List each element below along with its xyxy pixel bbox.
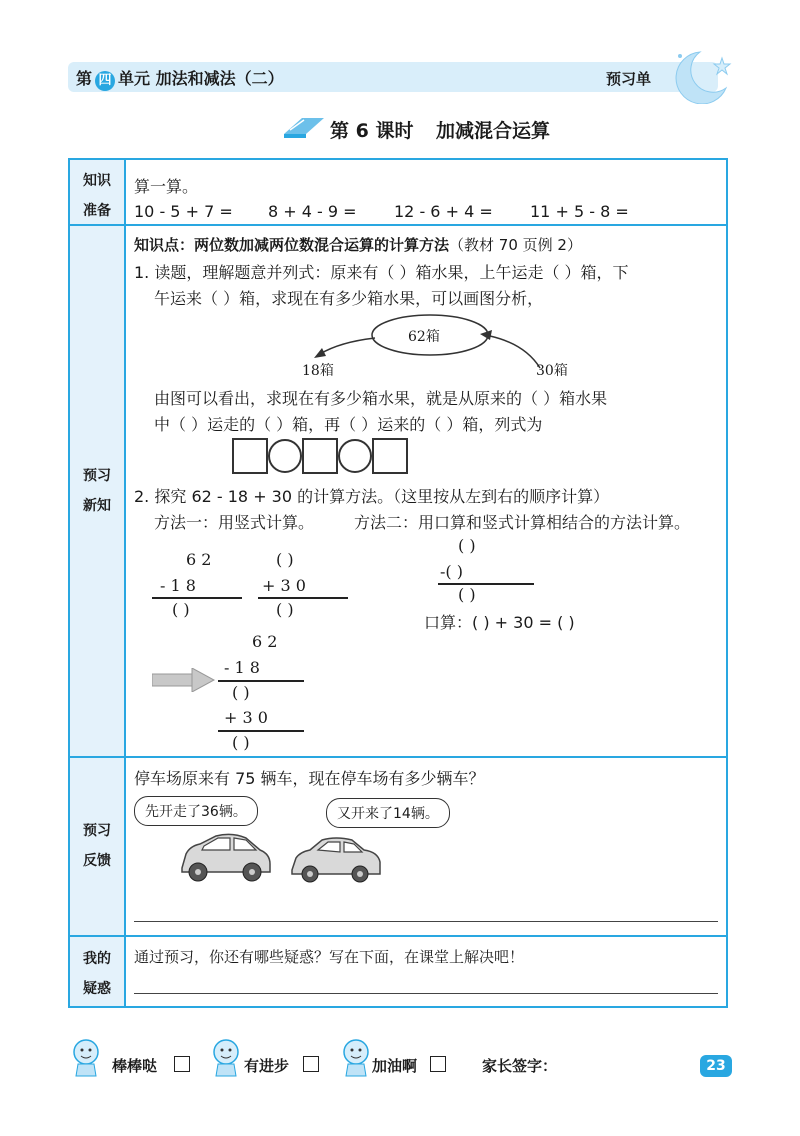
vcalc-m-op1: - 1 8 <box>224 658 260 677</box>
rating-progress-label: 有进步 <box>244 1057 290 1075</box>
q2-method1: 方法一：用竖式计算。 <box>154 513 315 532</box>
unit-number-badge: 四 <box>95 71 115 91</box>
arrow-right-icon <box>152 668 216 692</box>
new-label-bottom: 新知 <box>83 498 111 514</box>
lesson-number: 第 6 课时 <box>330 120 414 142</box>
rating-great-checkbox[interactable] <box>174 1056 190 1072</box>
cartoon-kid-icon <box>62 1034 112 1078</box>
book-icon <box>282 114 326 140</box>
q1-line3: 由图可以看出，求现在有多少箱水果，就是从原来的（ ）箱水果 <box>154 389 608 408</box>
q1-line2: 午运来（ ）箱，求现在有多少箱水果，可以画图分析， <box>154 289 544 308</box>
formula-box[interactable] <box>372 438 408 474</box>
q1-line4: 中（ ）运走的（ ）箱，再（ ）运来的（ ）箱，列式为 <box>154 415 543 434</box>
prep-exercise-2: 8 + 4 - 9 = <box>268 202 357 221</box>
parent-signature-label: 家长签字： <box>482 1057 558 1075</box>
questions-answer-line[interactable] <box>134 993 718 994</box>
column-divider <box>124 160 126 1006</box>
prep-exercise-3: 12 - 6 + 4 = <box>394 202 493 221</box>
q2-line1: 2. 探究 62 - 18 + 30 的计算方法。（这里按从左到右的顺序计算） <box>134 487 610 506</box>
row-divider <box>70 935 726 937</box>
knowledge-point-ref: （教材 70 页例 2） <box>449 236 582 254</box>
rating-keep-going-label: 加油啊 <box>372 1057 418 1075</box>
unit-title <box>76 66 284 91</box>
diagram-left-label: 18箱 <box>302 363 334 379</box>
vcalc-r-op[interactable]: -( ) <box>440 562 463 581</box>
questions-label-top: 我的 <box>83 951 111 967</box>
formula-operator-circle[interactable] <box>338 439 372 473</box>
vcalc-r-line <box>438 583 534 585</box>
rating-great-label: 棒棒哒 <box>112 1057 158 1075</box>
moon-stars-icon <box>660 44 740 104</box>
page-number: 23 <box>700 1055 732 1077</box>
speech-bubble-left: 先开走了36辆。 <box>134 796 258 826</box>
questions-label-bottom: 疑惑 <box>83 981 111 997</box>
vcalc-a-top: 6 2 <box>186 550 212 569</box>
prep-intro: 算一算。 <box>134 177 199 196</box>
unit-prefix: 第 <box>76 69 93 88</box>
feedback-label-top: 预习 <box>83 823 111 839</box>
prep-exercise-1: 10 - 5 + 7 = <box>134 202 233 221</box>
oral-calc: 口算：( ) + 30 = ( ) <box>424 613 575 632</box>
prep-exercise-4: 11 + 5 - 8 = <box>530 202 629 221</box>
q2-method2: 方法二：用口算和竖式计算相结合的方法计算。 <box>354 513 691 532</box>
rating-keep-going-checkbox[interactable] <box>430 1056 446 1072</box>
vcalc-b-line <box>258 597 348 599</box>
vcalc-b-result[interactable]: ( ) <box>276 600 294 619</box>
rating-progress-checkbox[interactable] <box>303 1056 319 1072</box>
vcalc-m-line2 <box>218 730 304 732</box>
car-left-icon <box>176 828 276 888</box>
sheet-type: 预习单 <box>606 70 652 88</box>
new-label-top: 预习 <box>83 468 111 484</box>
lesson-name: 加减混合运算 <box>436 120 551 142</box>
vcalc-a-line <box>152 597 242 599</box>
questions-prompt: 通过预习，你还有哪些疑惑？写在下面，在课堂上解决吧！ <box>134 948 525 966</box>
speech-bubble-right: 又开来了14辆。 <box>326 798 450 828</box>
formula-box[interactable] <box>302 438 338 474</box>
vcalc-m-mid[interactable]: ( ) <box>232 683 250 702</box>
row-divider <box>70 224 726 226</box>
vcalc-r-top[interactable]: ( ) <box>458 536 476 555</box>
formula-operator-circle[interactable] <box>268 439 302 473</box>
vcalc-b-op: + 3 0 <box>262 576 306 595</box>
formula-box[interactable] <box>232 438 268 474</box>
feedback-answer-line[interactable] <box>134 921 718 922</box>
vcalc-m-result[interactable]: ( ) <box>232 733 250 752</box>
vcalc-b-top[interactable]: ( ) <box>276 550 294 569</box>
vcalc-m-op2: + 3 0 <box>224 708 268 727</box>
knowledge-point-title: 知识点：两位数加减两位数混合运算的计算方法 <box>134 236 450 254</box>
diagram-center-label: 62箱 <box>408 329 440 345</box>
q1-line1: 1. 读题，理解题意并列式：原来有（ ）箱水果，上午运走（ ）箱，下 <box>134 263 629 282</box>
prep-label-bottom: 准备 <box>83 203 111 219</box>
feedback-question: 停车场原来有 75 辆车，现在停车场有多少辆车？ <box>134 769 485 788</box>
car-right-icon <box>288 832 384 888</box>
vcalc-r-result[interactable]: ( ) <box>458 585 476 604</box>
vcalc-a-op: - 1 8 <box>160 576 196 595</box>
diagram-right-label: 30箱 <box>536 363 568 379</box>
unit-suffix: 单元 加法和减法（二） <box>118 69 284 88</box>
row-divider <box>70 756 726 758</box>
prep-label-top: 知识 <box>83 173 111 189</box>
vcalc-m-line1 <box>218 680 304 682</box>
vcalc-m-top: 6 2 <box>252 632 278 651</box>
vcalc-a-result[interactable]: ( ) <box>172 600 190 619</box>
knowledge-point <box>134 234 582 255</box>
feedback-label-bottom: 反馈 <box>83 853 111 869</box>
